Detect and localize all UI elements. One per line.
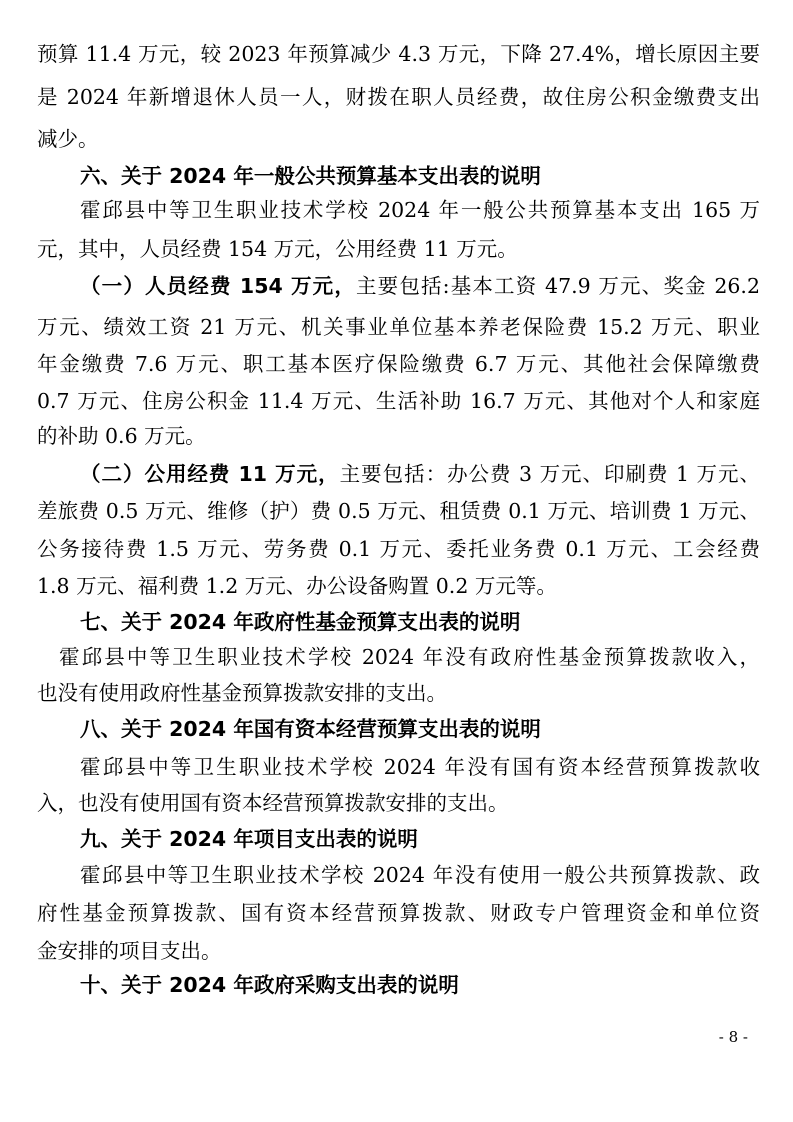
section-heading-6: 六、关于 2024 年一般公共预算基本支出表的说明 xyxy=(80,164,541,188)
subsection-personnel xyxy=(80,270,760,302)
body-line: 万元、绩效工资 21 万元、机关事业单位基本养老保险费 15.2 万元、职业 xyxy=(37,315,760,339)
subsection-label: （二）公用经费 11 万元， xyxy=(80,462,340,486)
body-line: 霍邱县中等卫生职业技术学校 2024 年一般公共预算基本支出 165 万 xyxy=(80,198,760,222)
section-heading-9: 九、关于 2024 年项目支出表的说明 xyxy=(80,827,418,851)
section-heading-8: 八、关于 2024 年国有资本经营预算支出表的说明 xyxy=(80,717,541,741)
subsection-label: （一）人员经费 154 万元， xyxy=(80,274,356,298)
body-line: 也没有使用政府性基金预算拨款安排的支出。 xyxy=(37,681,447,705)
body-line: 霍邱县中等卫生职业技术学校 2024 年没有政府性基金预算拨款收入， xyxy=(59,645,760,669)
body-line: 府性基金预算拨款、国有资本经营预算拨款、财政专户管理资金和单位资 xyxy=(37,901,760,925)
section-heading-10: 十、关于 2024 年政府采购支出表的说明 xyxy=(80,973,459,997)
body-line: 1.8 万元、福利费 1.2 万元、办公设备购置 0.2 万元等。 xyxy=(37,574,557,598)
body-line: 年金缴费 7.6 万元、职工基本医疗保险缴费 6.7 万元、其他社会保障缴费 xyxy=(37,352,760,376)
body-line: 减少。 xyxy=(37,127,99,151)
body-line: 公务接待费 1.5 万元、劳务费 0.1 万元、委托业务费 0.1 万元、工会经费 xyxy=(37,537,760,561)
body-line: 霍邱县中等卫生职业技术学校 2024 年没有使用一般公共预算拨款、政 xyxy=(80,863,760,887)
body-text: 主要包括:基本工资 47.9 万元、奖金 26.2 xyxy=(356,274,760,298)
body-line: 差旅费 0.5 万元、维修（护）费 0.5 万元、租赁费 0.1 万元、培训费 1 万元、 xyxy=(37,499,760,523)
section-heading-7: 七、关于 2024 年政府性基金预算支出表的说明 xyxy=(80,610,521,634)
body-line: 是 2024 年新增退休人员一人，财拨在职人员经费，故住房公积金缴费支出 xyxy=(37,85,760,109)
body-line: 预算 11.4 万元，较 2023 年预算减少 4.3 万元，下降 27.4%，增长原因主要 xyxy=(37,42,760,66)
body-line: 元，其中，人员经费 154 万元，公用经费 11 万元。 xyxy=(37,237,518,261)
page-number: - 8 - xyxy=(718,1028,748,1046)
body-text: 主要包括：办公费 3 万元、印刷费 1 万元、 xyxy=(339,462,760,486)
body-line: 霍邱县中等卫生职业技术学校 2024 年没有国有资本经营预算拨款收 xyxy=(80,755,760,779)
body-line: 金安排的项目支出。 xyxy=(37,939,222,963)
body-line: 的补助 0.6 万元。 xyxy=(37,424,206,448)
body-line: 0.7 万元、住房公积金 11.4 万元、生活补助 16.7 万元、其他对个人和家庭 xyxy=(37,389,760,413)
subsection-public xyxy=(80,458,760,490)
body-line: 入，也没有使用国有资本经营预算拨款安排的支出。 xyxy=(37,791,509,815)
